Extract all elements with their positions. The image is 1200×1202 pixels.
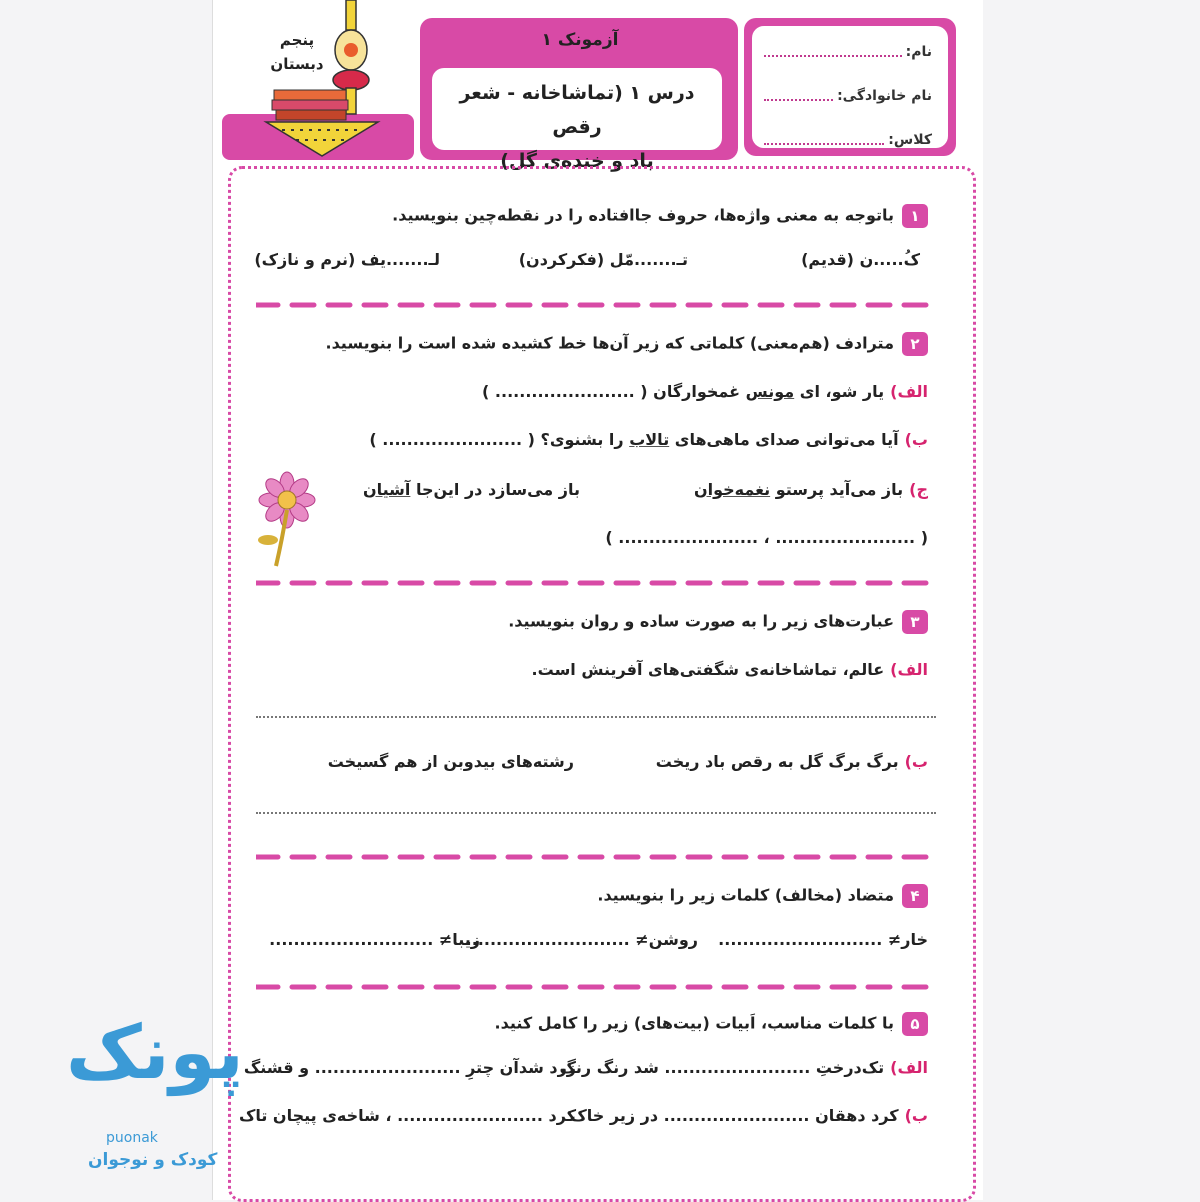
q2-item-c: ج)باز می‌آید پرستو نغمه‌خوان	[693, 480, 928, 499]
question-number: ۳	[902, 610, 928, 634]
q4-item-1: خار≠ ...........................	[718, 930, 928, 949]
content-frame	[228, 166, 976, 1202]
q3-answer-line-b[interactable]	[256, 812, 936, 814]
q2-item-c-answer: ( ....................... ، ....................... )	[605, 528, 928, 547]
q3-item-a: الف)عالم، تماشاخانه‌ی شگفتی‌های آفرینش است.	[531, 660, 928, 679]
question-3: ۳عبارت‌های زیر را به صورت ساده و روان بنویسید.	[508, 610, 928, 634]
dashed-separator	[256, 580, 936, 586]
q5-item-b-second: کرد ........................ ، شاخه‌ی پیچان تاک	[238, 1106, 576, 1125]
lesson-title: درس ۱ (تماشاخانه - شعر رقص باد و خنده‌ی گل)	[432, 68, 722, 150]
question-number: ۱	[902, 204, 928, 228]
lamp-books-illustration	[262, 0, 392, 160]
q5-item-b: ب)کرد دهقان ........................ در زیر خاک	[570, 1106, 928, 1125]
brand-logo-fa: پونک	[66, 1010, 244, 1096]
q3-item-b: ب)برگ برگ گل به رقص باد ریخت	[655, 752, 928, 771]
q4-item-2: روشن≠ ...........................	[465, 930, 698, 949]
student-info-fields	[764, 30, 932, 162]
grade-label: پنجم دبستان	[270, 31, 324, 73]
flower-illustration	[252, 470, 322, 570]
question-1: ۱باتوجه به معنی واژه‌ها، حروف جاافتاده را در نقطه‌چین بنویسید.	[392, 204, 928, 228]
dashed-separator	[256, 984, 936, 990]
question-number: ۲	[902, 332, 928, 356]
class-field[interactable]: کلاس:	[764, 118, 932, 162]
q1-item-2: تـ.......مّل (فکرکردن)	[518, 250, 688, 269]
brand-logo-en: puonak	[106, 1130, 158, 1146]
brand-tagline: کودک و نوجوان	[88, 1150, 218, 1170]
q3-item-b-second: رشته‌های بیدوبن از هم گسیخت	[327, 752, 574, 771]
question-2: ۲مترادف (هم‌معنی) کلماتی که زیر آن‌ها خط کشیده شده است را بنویسید.	[325, 332, 928, 356]
q5-item-a-second: زرد شدآن چترِ ........................ و قشنگ	[243, 1058, 576, 1077]
q2-item-b: ب)آیا می‌توانی صدای ماهی‌های تالاب را بشنوی؟ ( ....................... )	[369, 430, 928, 449]
question-number: ۵	[902, 1012, 928, 1036]
q2-item-a: الف)یار شو، ای مونس غمخوارگان ( ....................... )	[482, 382, 928, 401]
exam-title: آزمونک ۱	[541, 30, 619, 50]
name-field[interactable]: نام:	[764, 30, 932, 74]
dashed-separator	[256, 302, 936, 308]
brand-logo	[58, 1010, 244, 1190]
q2-item-c-second: باز می‌سازد در این‌جا آشیان	[362, 480, 580, 499]
q3-answer-line-a[interactable]	[256, 716, 936, 718]
question-number: ۴	[902, 884, 928, 908]
q1-item-1: کُ.....ن (قدیم)	[801, 250, 920, 269]
q1-item-3: لـ.......یف (نرم و نازک)	[254, 250, 440, 269]
dashed-separator	[256, 854, 936, 860]
q4-item-3: زیبا≠ ...........................	[269, 930, 480, 949]
question-5: ۵با کلمات مناسب، اَبیات (بیت‌های) زیر را کامل کنید.	[495, 1012, 928, 1036]
q5-item-a: الف)تک‌درختِ ........................ شد رنگ رنگ	[559, 1058, 928, 1077]
question-4: ۴متضاد (مخالف) کلمات زیر را بنویسید.	[597, 884, 928, 908]
family-field[interactable]: نام خانوادگی:	[764, 74, 932, 118]
